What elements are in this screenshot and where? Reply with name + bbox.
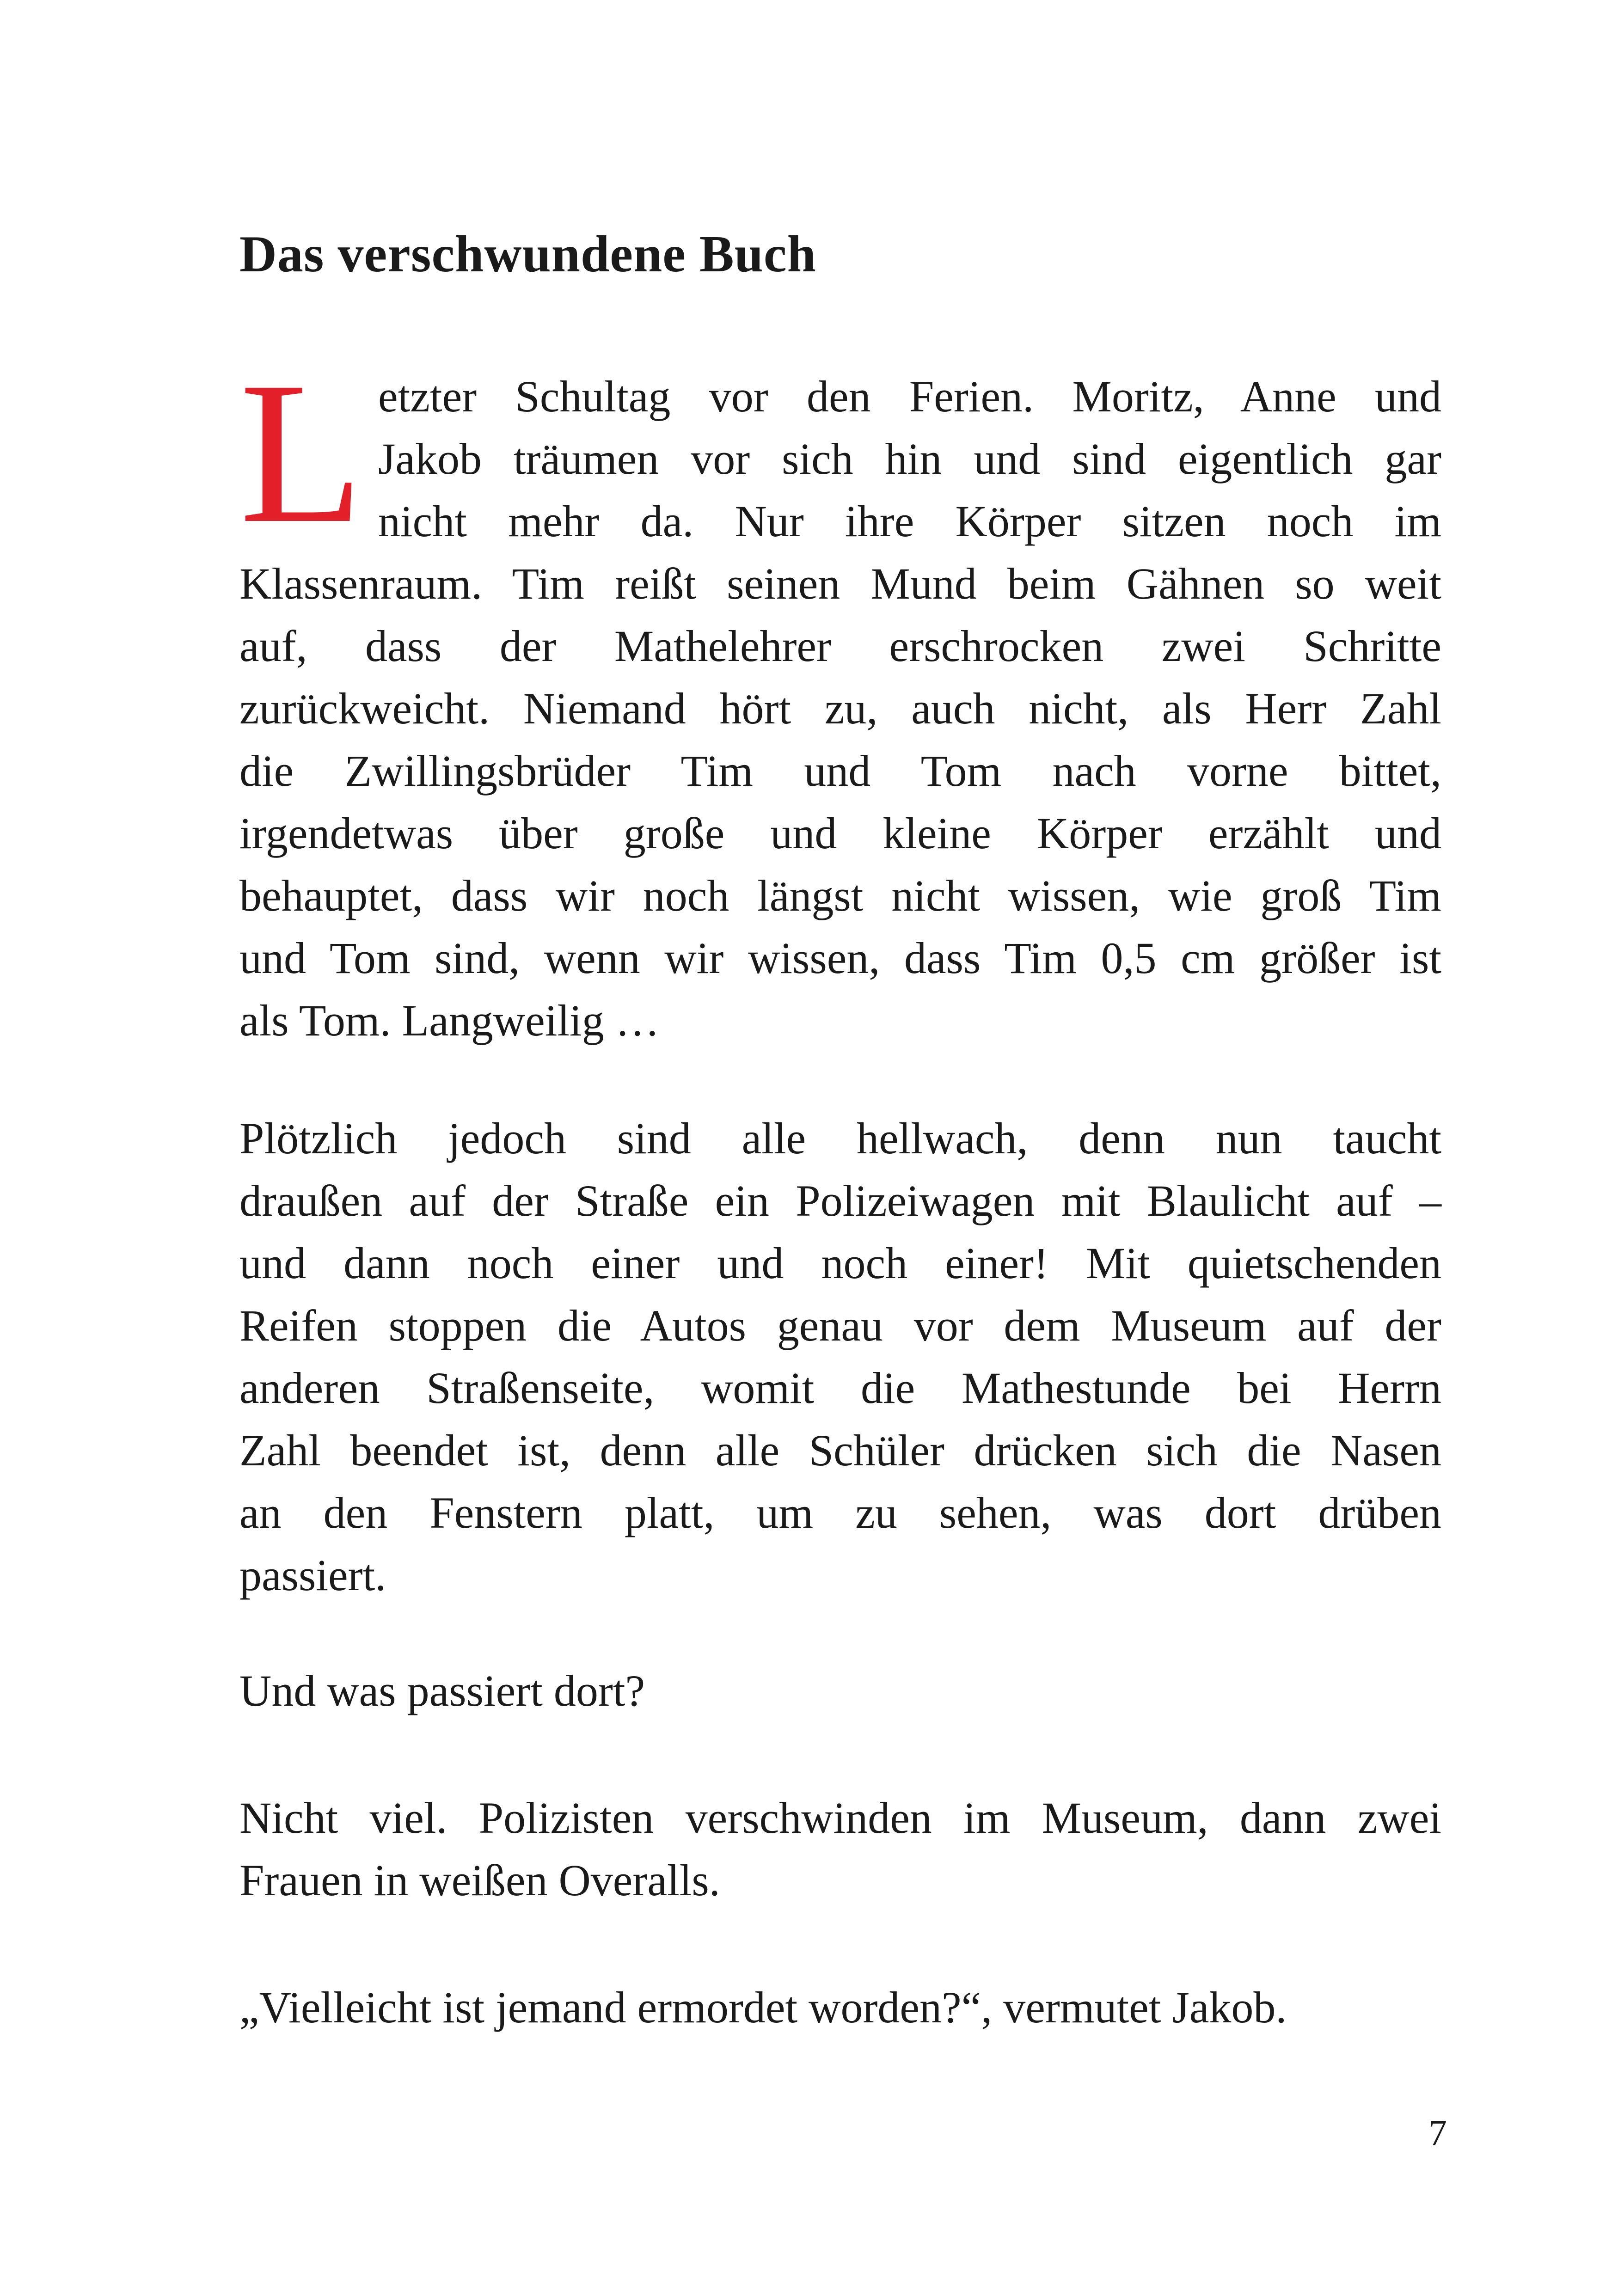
text-line: behauptet, dass wir noch längst nicht wissen, wie groß Tim — [239, 871, 1441, 920]
text-line: etzter Schultag vor den Ferien. Moritz, Anne und — [378, 372, 1441, 421]
paragraph-5 — [239, 1976, 1441, 2039]
page-number: 7 — [1428, 2113, 1447, 2154]
text-line: Nicht viel. Polizisten verschwinden im Museum, dann zwei — [239, 1793, 1441, 1843]
text-line: Plötzlich jedoch sind alle hellwach, denn nun taucht — [239, 1114, 1441, 1163]
paragraph-1-full-lines — [239, 552, 1441, 1052]
text-line: Zahl beendet ist, denn alle Schüler drücken sich die Nasen — [239, 1426, 1441, 1475]
text-line: auf, dass der Mathelehrer erschrocken zwei Schritte — [239, 621, 1441, 671]
text-line: Reifen stoppen die Autos genau vor dem Museum auf der — [239, 1301, 1441, 1350]
text-line: und dann noch einer und noch einer! Mit quietschenden — [239, 1238, 1441, 1288]
text-line: die Zwillingsbrüder Tim und Tom nach vorne bittet, — [239, 746, 1441, 796]
text-line: irgendetwas über große und kleine Körper erzählt und — [239, 808, 1441, 858]
drop-cap-letter: L — [239, 340, 364, 565]
paragraph-3 — [239, 1659, 1441, 1722]
paragraph-4 — [239, 1787, 1441, 1911]
text-line: Und was passiert dort? — [239, 1666, 645, 1715]
text-line: und Tom sind, wenn wir wissen, dass Tim 0,5 cm größer ist — [239, 933, 1441, 983]
text-line: anderen Straßenseite, womit die Mathestunde bei Herrn — [239, 1363, 1441, 1413]
chapter-title: Das verschwundene Buch — [239, 226, 816, 283]
text-line: als Tom. Langweilig … — [239, 996, 660, 1045]
text-line: an den Fenstern platt, um zu sehen, was dort drüben — [239, 1488, 1441, 1537]
text-line: Klassenraum. Tim reißt seinen Mund beim Gähnen so weit — [239, 559, 1441, 608]
text-line: nicht mehr da. Nur ihre Körper sitzen noch im — [378, 496, 1441, 546]
text-line: Frauen in weißen Overalls. — [239, 1855, 720, 1905]
text-line: zurückweicht. Niemand hört zu, auch nicht, als Herr Zahl — [239, 684, 1441, 733]
paragraph-2 — [239, 1107, 1441, 1606]
text-line: draußen auf der Straße ein Polizeiwagen mit Blaulicht auf – — [239, 1176, 1441, 1225]
text-line: passiert. — [239, 1550, 386, 1600]
text-line: „Vielleicht ist jemand ermordet worden?“, vermutet Jakob. — [239, 1983, 1287, 2032]
text-line: Jakob träumen vor sich hin und sind eigentlich gar — [378, 434, 1441, 484]
paragraph-1-indented-lines — [378, 365, 1441, 552]
